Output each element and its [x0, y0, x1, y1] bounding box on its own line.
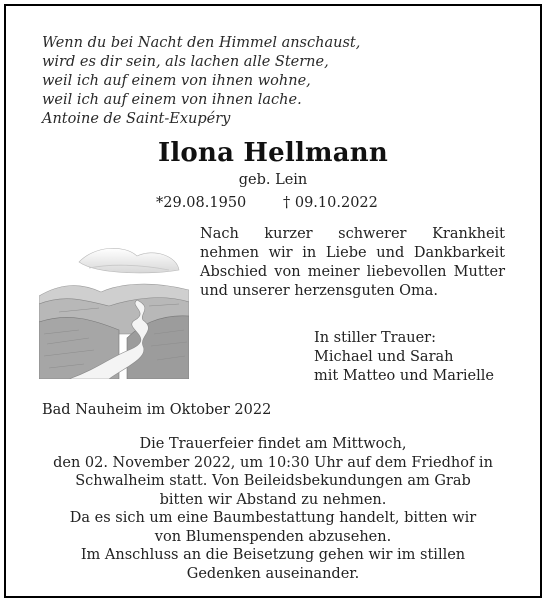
notice-line: von Blumenspenden abzusehen.: [154, 528, 392, 545]
notice-line: Im Anschluss an die Beisetzung gehen wir im stillen: [80, 547, 466, 563]
notice-line: Gedenken auseinander.: [186, 565, 360, 582]
obituary-card: [4, 4, 542, 598]
notice-line: Da es sich um eine Baumbestattung handelt, bitten wir: [69, 510, 477, 526]
poem-line: wird es dir sein, als lachen alle Sterne,: [42, 54, 329, 70]
funeral-notice: [16, 435, 530, 583]
notice-line: den 02. November 2022, um 10:30 Uhr auf dem Friedhof in: [53, 454, 493, 471]
poem-line: weil ich auf einem von ihnen lache.: [42, 92, 302, 108]
deceased-name: Ilona Hellmann: [157, 138, 388, 168]
poem-line: Wenn du bei Nacht den Himmel anschaust,: [42, 35, 361, 51]
death-date: † 09.10.2022: [283, 195, 378, 211]
poem-line: weil ich auf einem von ihnen wohne,: [42, 73, 311, 89]
birth-date: *29.08.1950: [156, 195, 247, 211]
mourners-block: [314, 329, 494, 386]
farewell-message: Nach kurzer schwerer Krankheit nehmen wir in Liebe und Dankbarkeit Abschied von meiner liebevollen Mutter und unserer herzensguten Oma.: [200, 226, 505, 299]
poem-quote: [42, 34, 360, 129]
notice-line: bitten wir Abstand zu nehmen.: [159, 491, 387, 508]
place-date: Bad Nauheim im Oktober 2022: [42, 402, 272, 418]
poem-author: Antoine de Saint-Exupéry: [42, 111, 231, 127]
mourners-line: Michael und Sarah: [314, 349, 454, 365]
notice-line: Schwalheim statt. Von Beileidsbekundungen am Grab: [75, 473, 471, 489]
birth-name: geb. Lein: [238, 172, 308, 188]
mourners-heading: In stiller Trauer:: [314, 330, 436, 346]
landscape-river-illustration: [39, 234, 189, 379]
mourners-line: mit Matteo und Marielle: [314, 368, 494, 384]
notice-line: Die Trauerfeier findet am Mittwoch,: [139, 436, 407, 452]
